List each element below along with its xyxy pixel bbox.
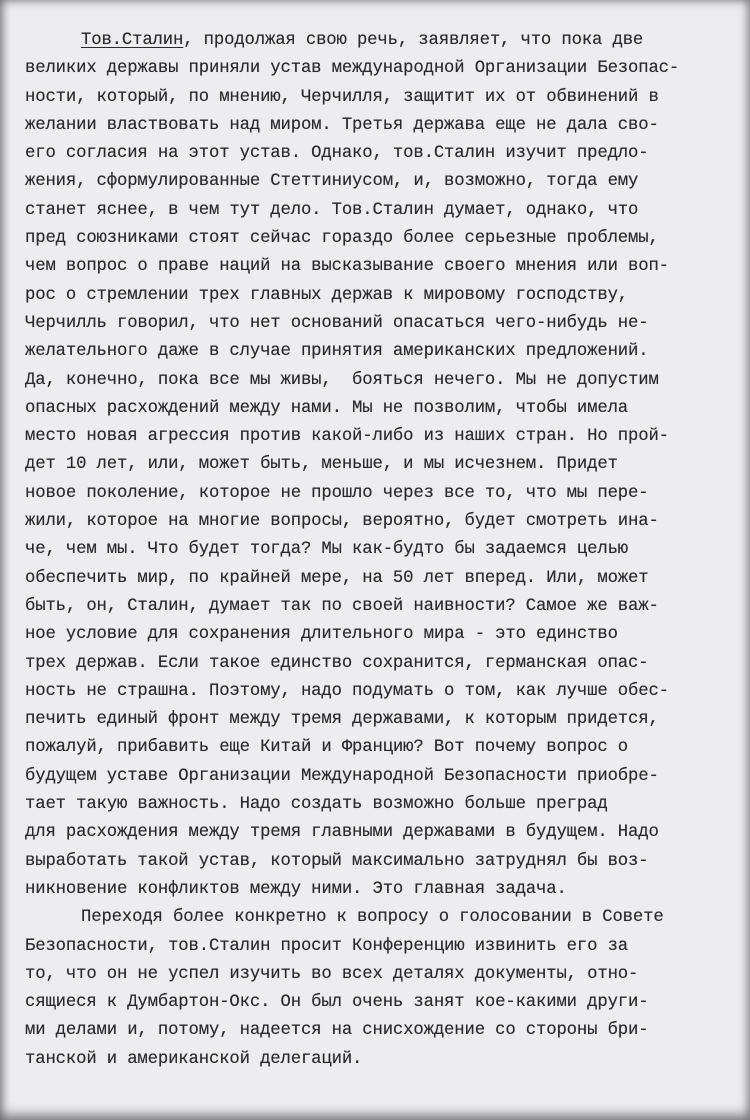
text-line: Да, конечно, пока все мы живы, бояться нечего. Мы не допустим (25, 370, 659, 390)
text-line: станет яснее, в чем тут дело. Тов.Сталин думает, однако, что (25, 200, 639, 220)
text-line: ность не страшна. Поэтому, надо подумать о том, как лучше обес- (25, 681, 669, 701)
text-line: жили, которое на многие вопросы, вероятно, будет смотреть ина- (25, 512, 659, 532)
text-line: ности, который, по мнению, Черчилля, защитит их от обвинений в (25, 87, 659, 107)
text-line: чем вопрос о праве наций на высказывание своего мнения или воп- (25, 257, 669, 277)
text-line: быть, он, Сталин, думает так по своей наивности? Самое же важ- (25, 596, 659, 616)
text-line: жения, сформулированные Стеттиниусом, и, возможно, тогда ему (25, 172, 639, 192)
text-line: новое поколение, которое не прошло через все то, что мы пере- (25, 483, 649, 503)
paragraph-1 (25, 27, 725, 904)
text-line: Безопасности, тов.Сталин просит Конференцию извинить его за (25, 936, 629, 956)
text-line: пред союзниками стоят сейчас гораздо более серьезные проблемы, (25, 229, 659, 249)
text-line: че, чем мы. Что будет тогда? Мы как-будто бы задаемся целью (25, 540, 629, 560)
text-line: желании властвовать над миром. Третья держава еще не дала сво- (25, 115, 659, 135)
text-line: сящиеся к Думбартон-Окс. Он был очень занят кое-какими други- (25, 993, 649, 1013)
text-line: трех держав. Если такое единство сохранится, германская опас- (25, 653, 649, 673)
text-line: ми делами и, потому, надеется на снисхождение со стороны бри- (25, 1021, 649, 1041)
paragraph-2 (25, 904, 725, 1074)
speaker-name: Тов.Сталин (81, 31, 184, 50)
text-line: опасных расхождений между нами. Мы не позволим, чтобы имела (25, 398, 629, 418)
text-line: Тов.Сталин, продолжая свою речь, заявляет, что пока две (81, 31, 644, 50)
text-line: рос о стремлении трех главных держав к мировому господству, (25, 285, 629, 305)
text-line: дет 10 лет, или, может быть, меньше, и мы исчезнем. Придет (25, 455, 618, 475)
document-body (25, 27, 725, 1074)
text-line: желательного даже в случае принятия американских предложений. (25, 342, 649, 362)
text-line: ное условие для сохранения длительного мира - это единство (25, 625, 618, 645)
text-line: будущем уставе Организации Международной Безопасности приобре- (25, 766, 659, 786)
text-line: Черчилль говорил, что нет оснований опасаться чего-нибудь не- (25, 313, 649, 333)
text-line: великих державы приняли устав международной Организации Безопас- (25, 59, 680, 79)
text-line: место новая агрессия против какой-либо из наших стран. Но прой- (25, 427, 669, 447)
text-line: обеспечить мир, по крайней мере, на 50 лет вперед. Или, может (25, 568, 649, 588)
text-line: тает такую важность. Надо создать возможно больше преград (25, 795, 608, 815)
text-line: печить единый фронт между тремя державами, к которым придется, (25, 710, 659, 730)
text-line: то, что он не успел изучить во всех деталях документы, отно- (25, 964, 639, 984)
text-line: Переходя более конкретно к вопросу о голосовании в Совете (81, 908, 664, 928)
text-line: никновение конфликтов между ними. Это главная задача. (25, 879, 567, 899)
text-line: его согласия на этот устав. Однако, тов.Сталин изучит предло- (25, 144, 649, 164)
text-line: выработать такой устав, который максимально затруднял бы воз- (25, 851, 649, 871)
text-line: для расхождения между тремя главными державами в будущем. Надо (25, 823, 659, 843)
text-line: пожалуй, прибавить еще Китай и Францию? Вот почему вопрос о (25, 738, 629, 758)
text-line: танской и американской делегаций. (25, 1049, 363, 1069)
